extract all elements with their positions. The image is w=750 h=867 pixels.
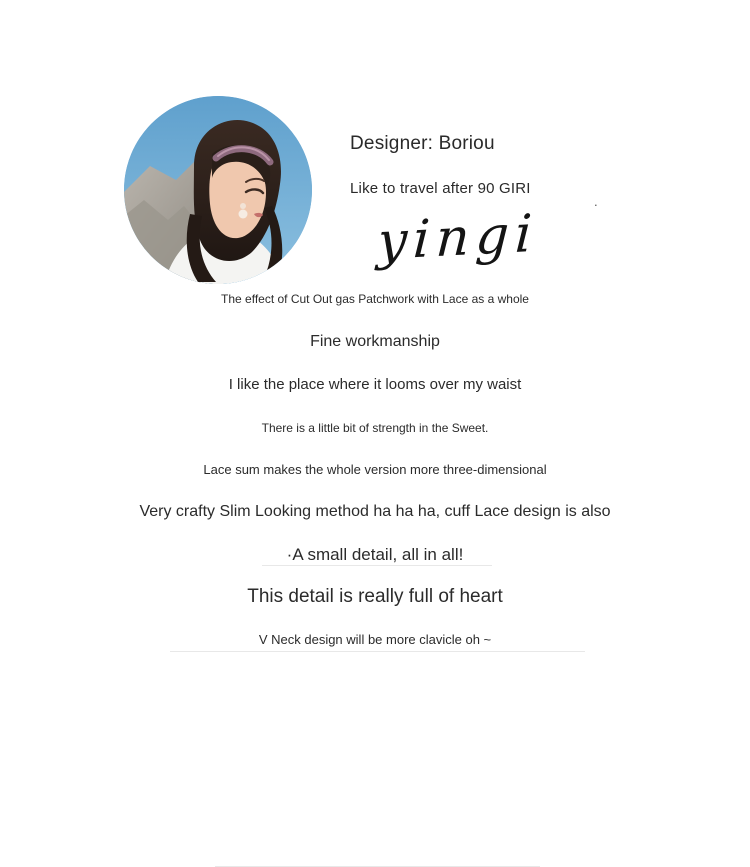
description-line: I like the place where it looms over my waist — [228, 376, 522, 393]
designer-name: Designer: Boriou — [350, 133, 495, 154]
scan-rule — [170, 651, 585, 652]
designer-header — [0, 44, 750, 273]
designer-subtitle: Like to travel after 90 GIRI — [350, 180, 531, 197]
scan-rule — [262, 565, 492, 566]
description-line: V Neck design will be more clavicle oh ~ — [258, 632, 492, 647]
signature — [376, 203, 598, 292]
dot-mark: . — [594, 194, 598, 209]
description-line: There is a little bit of strength in the Sweet. — [261, 421, 489, 435]
description-line: ·A small detail, all in all! — [286, 545, 464, 564]
description-line: Very crafty Slim Looking method ha ha ha, cuff Lace design is also — [139, 503, 611, 520]
signature-text: yingi — [376, 203, 540, 273]
description-line: The effect of Cut Out gas Patchwork with Lace as a whole — [221, 292, 529, 306]
description-line: Fine workmanship — [310, 333, 440, 350]
avatar — [124, 96, 312, 284]
description-line: Lace sum makes the whole version more three-dimensional — [203, 462, 547, 477]
description-line: This detail is really full of heart — [247, 586, 503, 607]
